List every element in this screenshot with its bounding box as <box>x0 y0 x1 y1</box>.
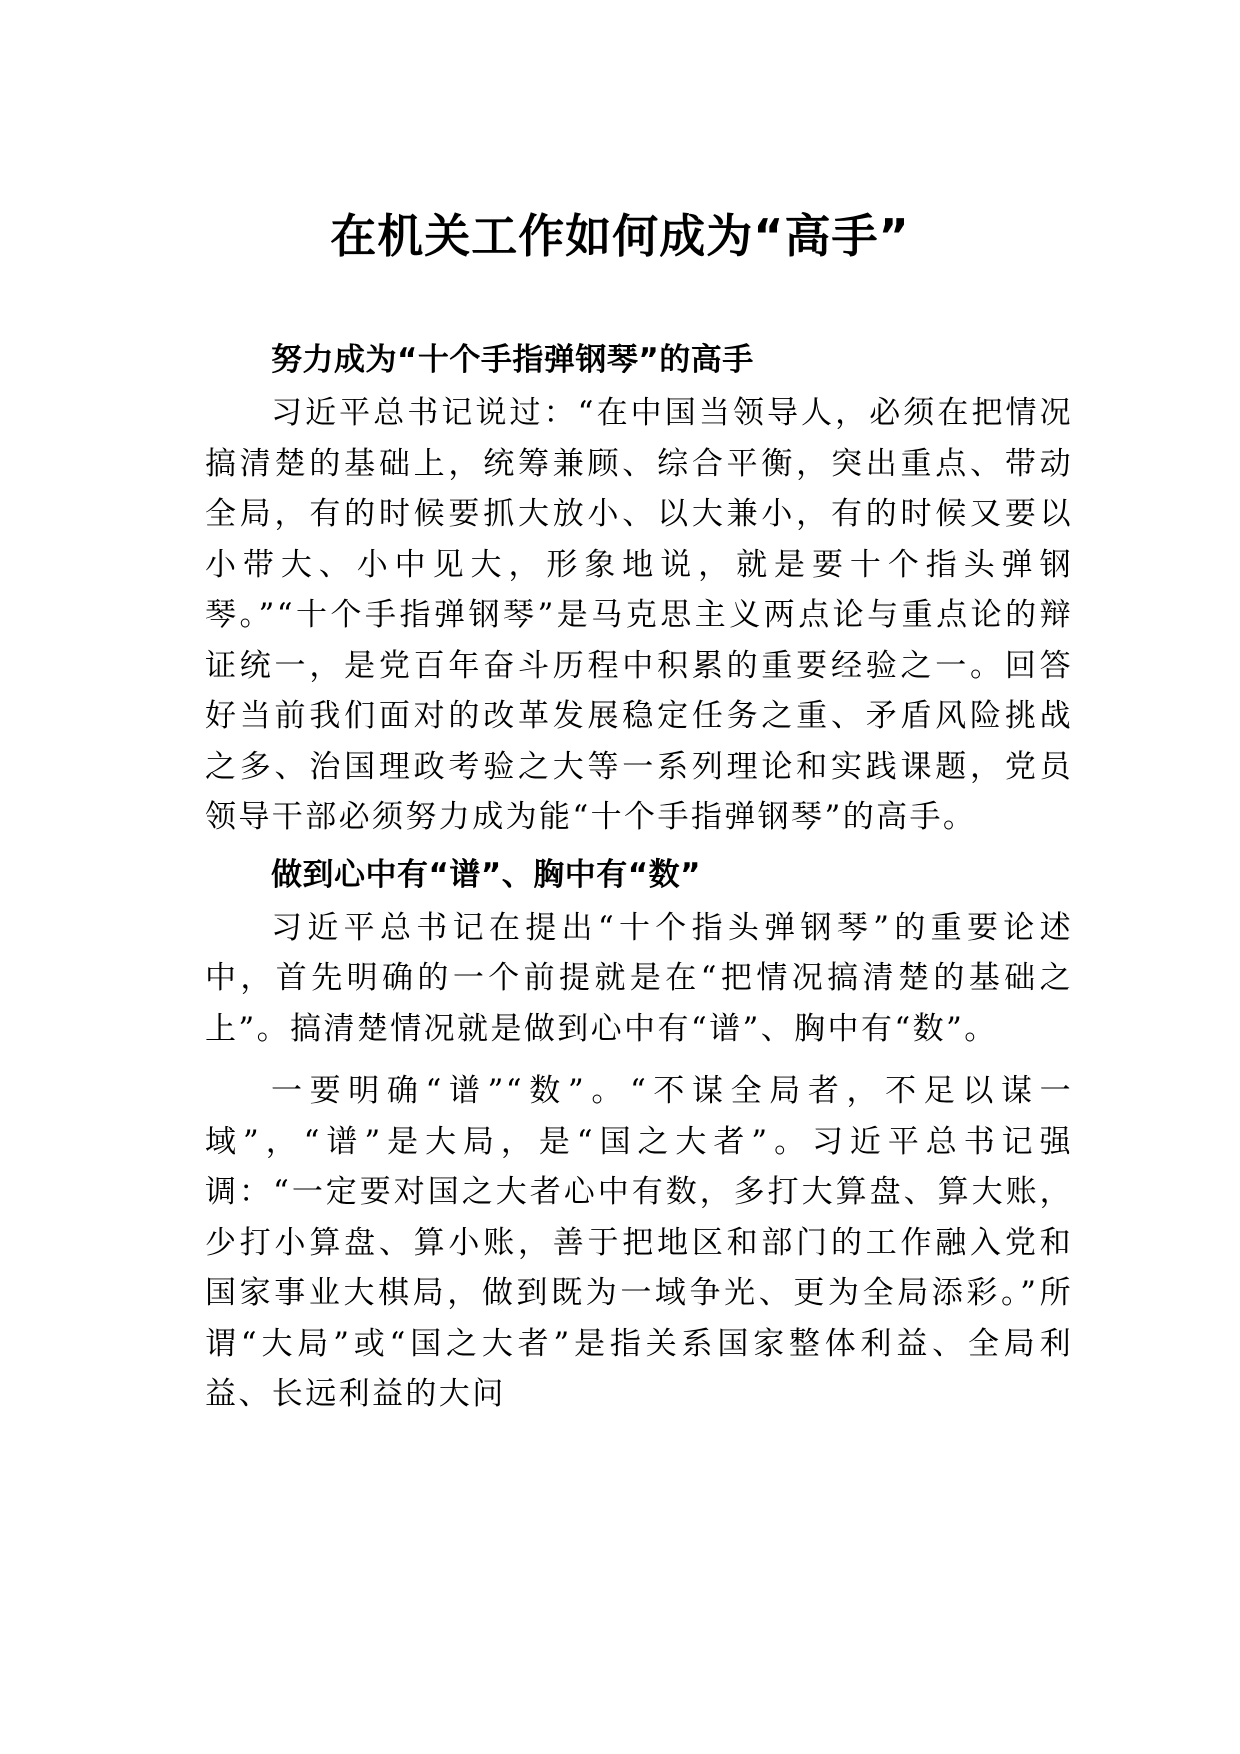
document-title: 在机关工作如何成为“高手” <box>330 209 910 263</box>
section-heading: 做到心中有“谱”、胸中有“数” <box>271 856 701 893</box>
paragraph: 一要明确“谱”“数”。“不谋全局者，不足以谋一域”，“谱”是大局，是“国之大者”。习近平总书记强调：“一定要对国之大者心中有数，多打大算盘、算大账，少打小算盘、算小账，善于把地区和部门的工作融入党和国家事业大棋局，做到既为一域争光、更为全局添彩。”所谓“大局”或“国之大者”是指关系国家整体利益、全局利益、长远利益的大问 <box>205 1073 1073 1412</box>
document-body <box>205 330 1073 1426</box>
paragraph: 习近平总书记说过：“在中国当领导人，必须在把情况搞清楚的基础上，统筹兼顾、综合平衡，突出重点、带动全局，有的时候要抓大放小、以大兼小，有的时候又要以小带大、小中见大，形象地说，就是要十个指头弹钢琴。”“十个手指弹钢琴”是马克思主义两点论与重点论的辩证统一，是党百年奋斗历程中积累的重要经验之一。回答好当前我们面对的改革发展稳定任务之重、矛盾风险挑战之多、治国理政考验之大等一系列理论和实践课题，党员领导干部必须努力成为能“十个手指弹钢琴”的高手。 <box>205 395 1073 835</box>
paragraph: 习近平总书记在提出“十个指头弹钢琴”的重要论述中，首先明确的一个前提就是在“把情况搞清楚的基础之上”。搞清楚情况就是做到心中有“谱”、胸中有“数”。 <box>205 909 1073 1047</box>
section-heading: 努力成为“十个手指弹钢琴”的高手 <box>271 342 754 378</box>
